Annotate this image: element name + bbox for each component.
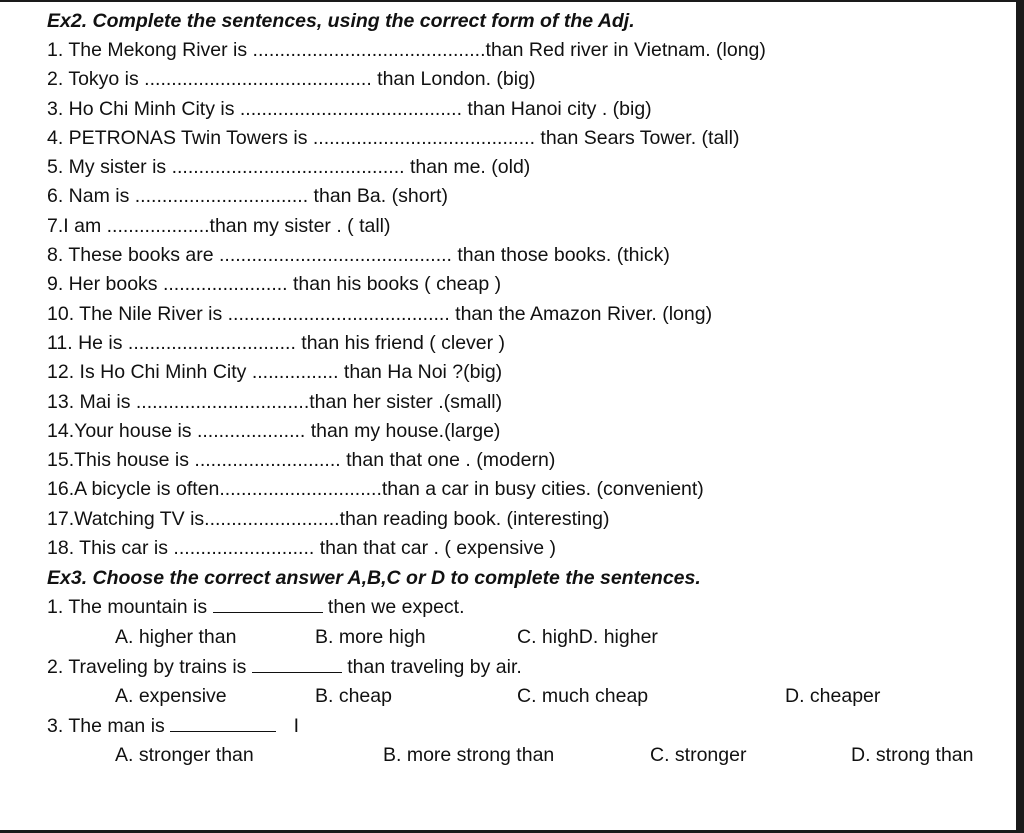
ex2-item-2: 2. Tokyo is .......................................... than London. (big) [47,68,536,91]
ex3-q1-options [47,623,1007,653]
ex2-item-15: 15.This house is ........................... than that one . (modern) [47,449,556,472]
ex2-item-17: 17.Watching TV is.........................than reading book. (interesting) [47,507,610,530]
ex2-item-6: 6. Nam is ................................ than Ba. (short) [47,185,448,208]
worksheet [47,6,1007,771]
ex3-question-1 [47,593,1007,623]
ex3-q3-option-a: A. stronger than [115,744,254,767]
ex3-q2-option-d: D. cheaper [785,685,881,708]
top-border [0,0,1024,2]
ex3-q2-options [47,682,1007,712]
ex3-q3-option-b: B. more strong than [383,744,555,767]
ex3-q3-stem: 3. The man is [47,714,165,737]
ex2-item-5: 5. My sister is ........................................... than me. (old) [47,156,531,179]
ex3-q2-option-c: C. much cheap [517,685,649,708]
ex2-item-8: 8. These books are ........................................... than those books. (thick) [47,244,670,267]
ex3-q1-blank [213,596,323,613]
ex3-question-2 [47,653,1007,683]
ex2-item-16: 16.A bicycle is often..............................than a car in busy cities. (convenient) [47,478,704,501]
ex3-q2-blank [252,656,342,673]
ex2-item-14: 14.Your house is .................... than my house.(large) [47,419,501,442]
ex3-q3-option-d: D. strong than [851,744,974,767]
ex3-heading: Ex3. Choose the correct answer A,B,C or D to complete the sentences. [47,567,701,590]
ex2-item-9: 9. Her books ....................... than his books ( cheap ) [47,273,502,296]
ex3-q2-option-b: B. cheap [315,685,392,708]
ex2-heading: Ex2. Complete the sentences, using the correct form of the Adj. [47,10,635,32]
ex2-item-4: 4. PETRONAS Twin Towers is ......................................... than Sears Tower. (tall) [47,126,740,149]
ex3-q1-option-c: C. highD. higher [517,625,658,648]
ex3-q3-tail: I [293,714,300,737]
ex3-q1-option-b: B. more high [315,625,426,648]
ex2-item-11: 11. He is ............................... than his friend ( clever ) [47,331,506,354]
ex2-item-1: 1. The Mekong River is ...........................................than Red river in Vietnam. (long) [47,39,766,61]
ex3-q3-blank [170,715,276,732]
right-border [1016,0,1024,833]
ex2-item-3: 3. Ho Chi Minh City is ......................................... than Hanoi city . (big) [47,97,652,120]
ex3-q1-tail: then we expect. [327,596,465,619]
ex2-item-7: 7.I am ...................than my sister . ( tall) [47,214,391,237]
ex3-q1-stem: 1. The mountain is [47,596,208,619]
ex3-q2-tail: than traveling by air. [347,655,522,678]
ex2-item-18: 18. This car is .......................... than that car . ( expensive ) [47,537,556,560]
ex2-item-10: 10. The Nile River is ......................................... than the Amazon River. (long) [47,302,713,325]
ex3-q3-option-c: C. stronger [650,744,747,767]
ex3-q3-options [47,741,1007,771]
ex3-q2-option-a: A. expensive [115,685,227,708]
ex2-item-12: 12. Is Ho Chi Minh City ................ than Ha Noi ?(big) [47,361,503,384]
ex3-q2-stem: 2. Traveling by trains is [47,655,247,678]
ex3-question-3 [47,712,1007,742]
ex2-item-13: 13. Mai is ................................than her sister .(small) [47,390,503,413]
ex3-q1-option-a: A. higher than [115,625,237,648]
